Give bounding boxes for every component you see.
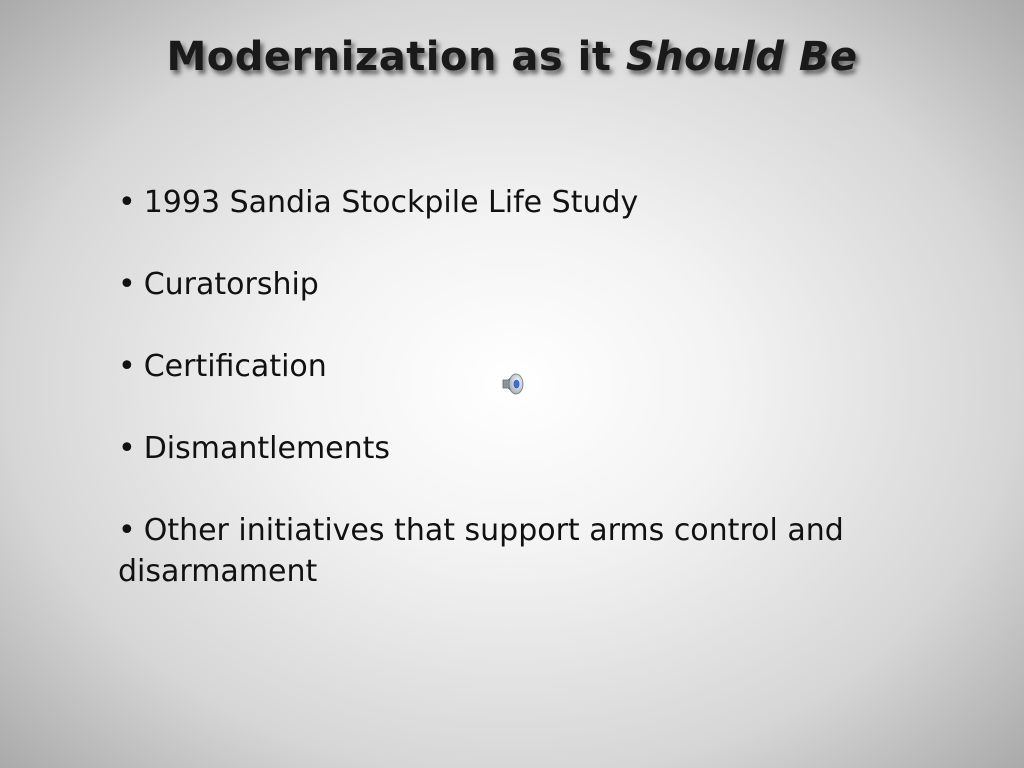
speaker-icon-graphic <box>500 371 526 397</box>
title-emphasis: Should Be <box>625 34 858 80</box>
bullet-text: Other initiatives that support arms control and disarmament <box>118 513 844 589</box>
bullet-item <box>118 182 968 223</box>
bullet-item <box>118 264 968 305</box>
bullet-text: Dismantlements <box>143 431 391 466</box>
bullet-text: 1993 Sandia Stockpile Life Study <box>143 185 639 220</box>
bullet-item <box>118 510 968 592</box>
bullet-text: Certification <box>143 349 327 384</box>
bullet-item <box>118 428 968 469</box>
title-main: Modernization as it <box>166 34 626 80</box>
bullet-dot: • <box>118 431 136 466</box>
bullet-dot: • <box>118 513 136 548</box>
speaker-icon[interactable] <box>500 371 526 397</box>
slide-title <box>0 34 1024 80</box>
bullet-dot: • <box>118 349 136 384</box>
bullet-dot: • <box>118 267 136 302</box>
bullet-text: Curatorship <box>143 267 319 302</box>
bullet-list <box>118 182 968 633</box>
bullet-item <box>118 346 968 387</box>
bullet-dot: • <box>118 185 136 220</box>
